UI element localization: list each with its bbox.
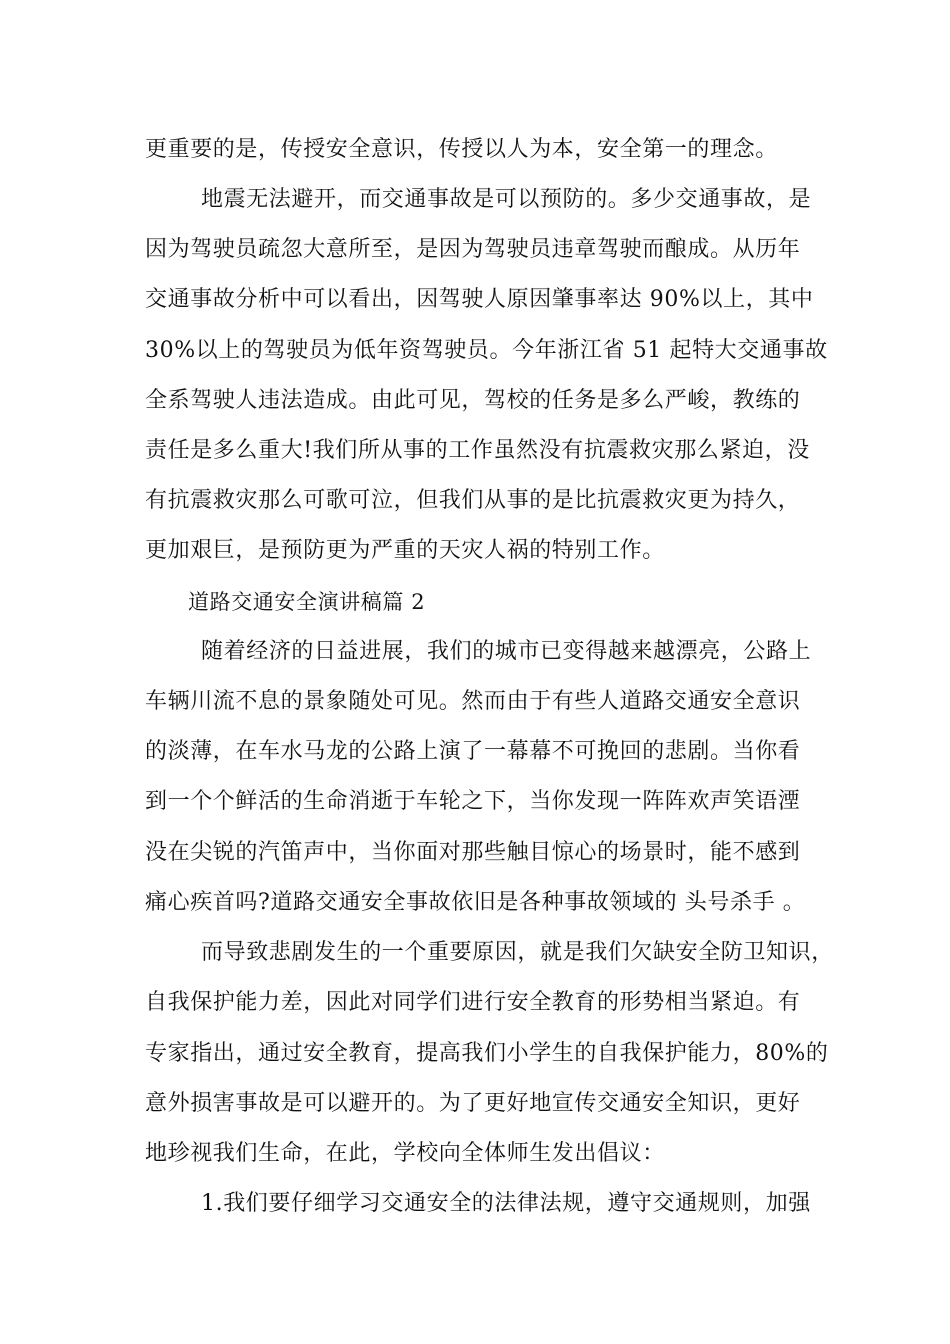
paragraph-line: 更重要的是，传授安全意识，传授以人为本，安全第一的理念。 [145, 137, 778, 162]
paragraph-line: 到一个个鲜活的生命消逝于车轮之下，当你发现一阵阵欢声笑语湮 [145, 789, 801, 814]
paragraph-line: 30%以上的驾驶员为低年资驾驶员。今年浙江省 51 起特大交通事故 [145, 338, 828, 363]
paragraph-line: 交通事故分析中可以看出，因驾驶人原因肇事率达 90%以上，其中 [145, 287, 814, 312]
paragraph-line: 的淡薄，在车水马龙的公路上演了一幕幕不可挽回的悲剧。当你看 [145, 739, 801, 764]
paragraph-line: 专家指出，通过安全教育，提高我们小学生的自我保护能力，80%的 [145, 1041, 829, 1066]
paragraph-line: 地震无法避开，而交通事故是可以预防的。多少交通事故，是 [201, 187, 812, 212]
paragraph-line: 车辆川流不息的景象随处可见。然而由于有些人道路交通安全意识 [145, 689, 801, 714]
paragraph-line: 地珍视我们生命，在此，学校向全体师生发出倡议： [145, 1141, 665, 1166]
section-heading: 道路交通安全演讲稿篇 2 [188, 590, 426, 614]
paragraph-line: 因为驾驶员疏忽大意所至，是因为驾驶员违章驾驶而酿成。从历年 [145, 237, 801, 262]
paragraph-line: 全系驾驶人违法造成。由此可见，驾校的任务是多么严峻，教练的 [145, 388, 801, 413]
paragraph-line: 更加艰巨，是预防更为严重的天灾人祸的特别工作。 [145, 538, 665, 563]
paragraph-line: 责任是多么重大!我们所从事的工作虽然没有抗震救灾那么紧迫，没 [145, 438, 810, 463]
paragraph-line: 有抗震救灾那么可歌可泣，但我们从事的是比抗震救灾更为持久， [145, 488, 801, 513]
paragraph-line: 而导致悲剧发生的一个重要原因，就是我们欠缺安全防卫知识， [201, 940, 834, 965]
paragraph-line: 自我保护能力差，因此对同学们进行安全教育的形势相当紧迫。有 [145, 990, 801, 1015]
paragraph-line: 随着经济的日益进展，我们的城市已变得越来越漂亮，公路上 [201, 639, 812, 664]
paragraph-line: 意外损害事故是可以避开的。为了更好地宣传交通安全知识，更好 [145, 1091, 801, 1116]
paragraph-line: 痛心疾首吗?道路交通安全事故依旧是各种事故领域的 头号杀手 。 [145, 890, 806, 915]
paragraph-line: 没在尖锐的汽笛声中，当你面对那些触目惊心的场景时，能不感到 [145, 840, 801, 865]
list-item: 1.我们要仔细学习交通安全的法律法规，遵守交通规则，加强 [201, 1191, 811, 1216]
